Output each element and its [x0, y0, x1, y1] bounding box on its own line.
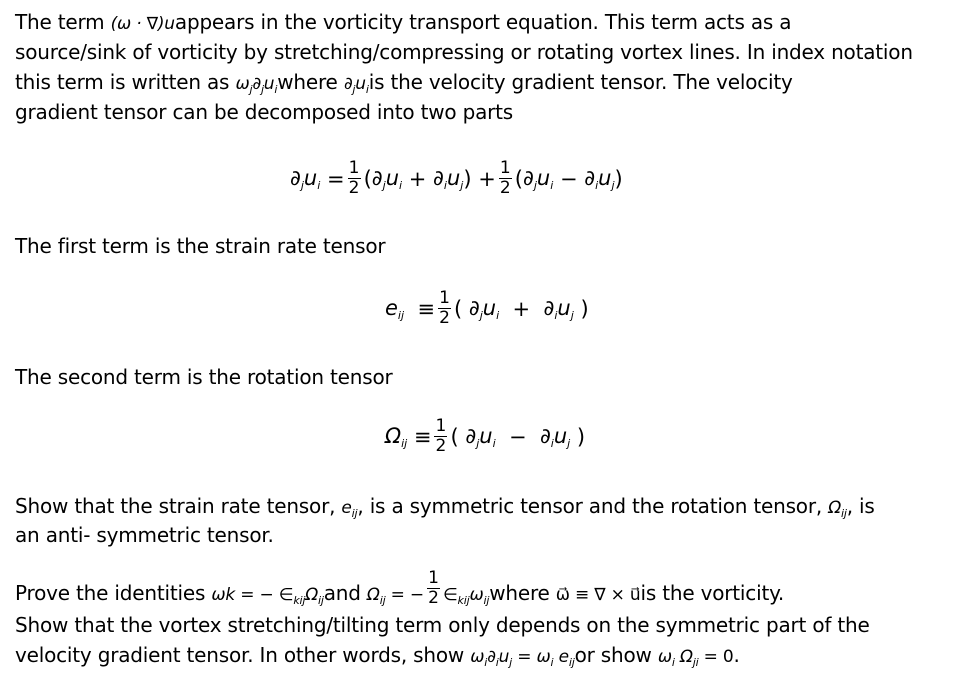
text: is the velocity gradient tensor. The velocity [368, 70, 793, 94]
text: , is a symmetric tensor and the rotation tensor, [357, 494, 829, 518]
text: appears in the vorticity transport equation. This term acts as a [174, 10, 792, 34]
text: Show that the strain rate tensor, [15, 494, 342, 518]
strain-rate-equation: $e_{ij}$ ≡ $\frac{1}{2}$ ( $\partial_ju_i$ + $\partial_iu_j$ ) [385, 288, 589, 328]
convective-term-math: (ω · ∇)u [110, 14, 175, 34]
text: , is [846, 494, 875, 518]
text: is the vorticity. [640, 581, 785, 605]
antisymmetric-identity-math: $\omega_i$ $\Omega_{ji}$ [657, 647, 699, 669]
task1-line-1 [15, 494, 875, 520]
intro-line-1 [15, 10, 791, 34]
rotation-equation: $\Omega_{ij}$ ≡ $\frac{1}{2}$ ( $\partial_ju_i$ − $\partial_iu_j$ ) [385, 416, 586, 456]
strain-label: The first term is the strain rate tensor [15, 234, 386, 258]
text: this term is written as [15, 70, 236, 94]
identity-2-math: $\Omega_{ij}$ [366, 585, 386, 607]
decomposition-equation: $\partial_ju_i$ = $\frac{1}{2}$ ( $\partial_ju_i$ + $\partial_iu_j$ ) + $\frac{1}{2}$ ( $\partial_ju_i$ − $\partial_iu_j$ ) [290, 158, 623, 198]
text: where [277, 70, 344, 94]
stretching-identity-math: $\omega_i\partial_iu_j$ [470, 647, 513, 669]
task1-line-2: an anti- symmetric tensor. [15, 523, 274, 547]
velocity-gradient-math: $\partial_ju_i$ [343, 74, 369, 96]
text: The term [15, 10, 111, 34]
text: Prove the identities [15, 581, 212, 605]
index-term-math: $\omega_j\partial_ju_i$ [235, 74, 278, 96]
rotation-label: The second term is the rotation tensor [15, 365, 393, 389]
intro-line-2: source/sink of vorticity by stretching/compressing or rotating vortex lines. In index notation [15, 40, 913, 64]
text: where [489, 581, 556, 605]
text: and [323, 581, 367, 605]
intro-line-3 [15, 70, 793, 96]
text: or show [574, 643, 658, 667]
text: . [733, 643, 740, 667]
text: velocity gradient tensor. In other words, show [15, 643, 471, 667]
task2-line-1: Prove the identities ωk = − $\in_{kij}\Omega_{ij}and$ $\Omega_{ij}$ = − $\frac{1}{2}$ $\in_{kij}\omega_{ij}where$ ω⃗ ≡ ∇ × u⃗is the vorticity. [15, 568, 785, 608]
intro-line-4: gradient tensor can be decomposed into two parts [15, 100, 514, 124]
identity-1-math: ωk [211, 585, 236, 605]
strain-symbol: $e_{ij}$ [341, 498, 358, 520]
task2-line-3: velocity gradient tensor. In other words, show $\omega_i\partial_iu_j = \omega_i$ $e_{ij}or$ show $\omega_i$ $\Omega_{ji} = 0$. [15, 643, 740, 669]
vorticity-definition-math: ω⃗ ≡ ∇ × u⃗ [555, 585, 641, 605]
task2-line-2: Show that the vortex stretching/tilting term only depends on the symmetric part of the [15, 613, 870, 637]
rotation-symbol: $\Omega_{ij}$ [828, 498, 847, 520]
